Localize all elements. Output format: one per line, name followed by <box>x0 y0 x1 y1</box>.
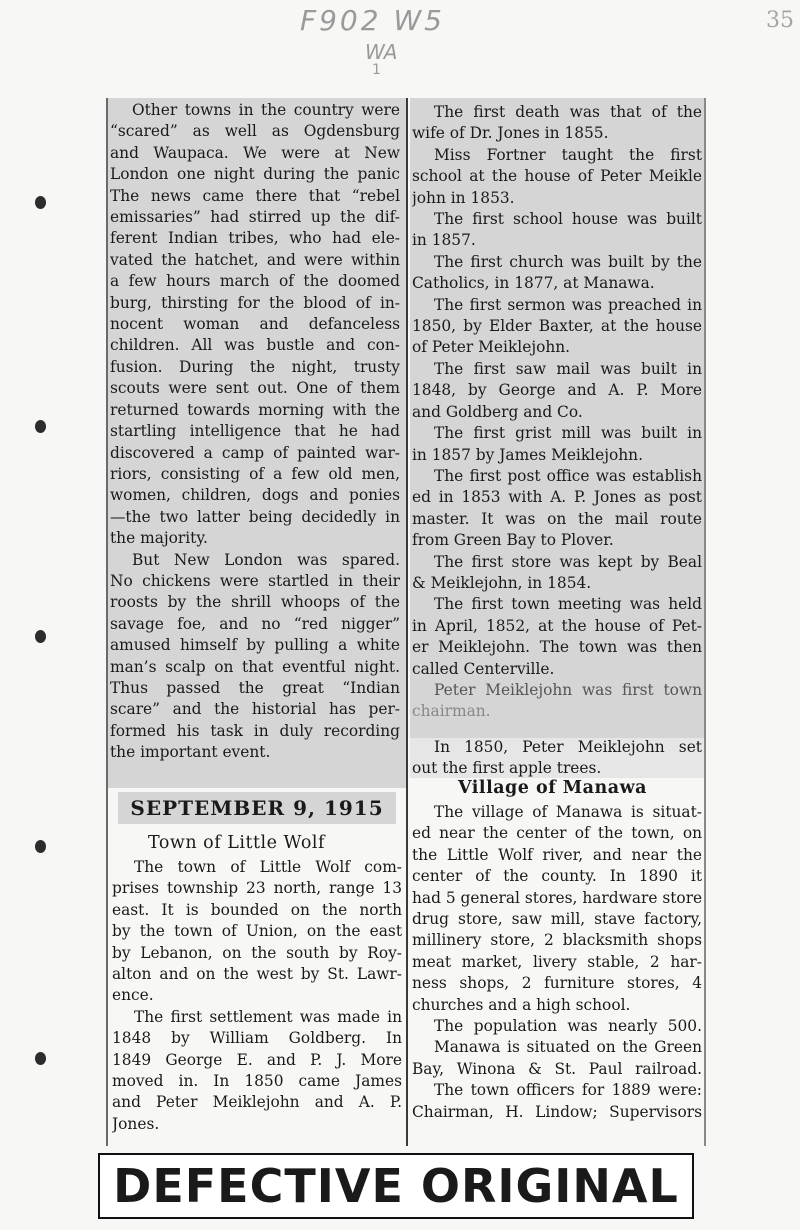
text-line: churches and a high school. <box>412 995 631 1014</box>
text-line: The news came there that “rebel <box>110 186 400 205</box>
punch-hole <box>35 196 46 209</box>
text-line: 1848, by George and A. P. More <box>412 381 702 400</box>
text-line: a few hours march of the doomed <box>110 272 400 291</box>
text-line: 1849 George E. and P. J. More <box>112 1050 402 1069</box>
manuscript-subcode: WA <box>365 40 398 64</box>
text-line: ed near the center of the town, on <box>412 824 702 843</box>
text-line: the majority. <box>110 529 208 548</box>
text-line: “scared” as well as Ogdensburg <box>110 122 400 141</box>
text-line: Thus passed the great “Indian <box>110 678 400 697</box>
text-line: children. All was bustle and con- <box>110 336 400 355</box>
text-line: moved in. In 1850 came James <box>112 1072 402 1091</box>
text-line: women, children, dogs and ponies <box>110 486 400 505</box>
text-line: and Goldberg and Co. <box>412 402 583 421</box>
text-line: ferent Indian tribes, who had ele- <box>110 229 400 248</box>
text-line: emissaries” had stirred up the dif- <box>110 208 400 227</box>
text-line: The first post office was establish <box>434 466 702 485</box>
text-line: by the town of Union, on the east <box>112 922 402 941</box>
text-line: er Meiklejohn. The town was then <box>412 638 702 657</box>
punch-hole <box>35 420 46 433</box>
text-line: No chickens were startled in their <box>110 571 400 590</box>
text-line: The first school house was built <box>434 210 702 229</box>
manuscript-code: F902 W5 <box>300 4 445 37</box>
manuscript-subcode-number: 1 <box>372 62 381 78</box>
text-line: drug store, saw mill, stave factory, <box>412 910 702 929</box>
text-line: man’s scalp on that eventful night. <box>110 657 400 676</box>
text-line: The first town meeting was held <box>434 595 702 614</box>
story-apple-trees <box>412 737 702 780</box>
column-rule-center <box>406 98 408 1146</box>
text-line: Miss Fortner taught the first <box>434 145 702 164</box>
text-line: alton and on the west by St. Lawr- <box>112 965 402 984</box>
text-line: riors, consisting of a few old men, <box>110 464 400 483</box>
punch-hole <box>35 840 46 853</box>
text-line: master. It was on the mail route <box>412 509 702 528</box>
text-line: in 1857 by James Meiklejohn. <box>412 445 643 464</box>
story-village-manawa <box>412 802 702 1123</box>
text-line: scare” and the historial has per- <box>110 700 400 719</box>
text-line: But New London was spared. <box>132 550 400 569</box>
text-line: Peter Meiklejohn was first town <box>434 680 702 699</box>
text-line: school at the house of Peter Meikle <box>412 167 702 186</box>
text-line: chairman. <box>412 702 491 721</box>
column-rule-left <box>106 98 108 1146</box>
text-line: had 5 general stores, hardware store <box>412 888 702 907</box>
text-line: 1850, by Elder Baxter, at the house <box>412 317 702 336</box>
text-line: Bay, Winona & St. Paul railroad. <box>412 1059 702 1078</box>
text-line: roosts by the shrill whoops of the <box>110 593 400 612</box>
text-line: The town officers for 1889 were: <box>434 1081 702 1100</box>
text-line: The first store was kept by Beal <box>434 552 702 571</box>
text-line: & Meiklejohn, in 1854. <box>412 573 592 592</box>
text-line: amused himself by pulling a white <box>110 636 400 655</box>
text-line: nocent woman and defanceless <box>110 315 400 334</box>
text-line: Chairman, H. Lindow; Supervisors <box>412 1102 702 1121</box>
text-line: discovered a camp of painted war- <box>110 443 400 462</box>
text-line: wife of Dr. Jones in 1855. <box>412 124 609 143</box>
text-line: The first settlement was made in <box>134 1007 402 1026</box>
story-town-firsts <box>412 102 702 723</box>
text-line: The first grist mill was built in <box>434 424 702 443</box>
text-line: The village of Manawa is situat- <box>434 803 702 821</box>
text-line: startling intelligence that he had <box>110 422 400 441</box>
text-line: —the two latter being decidedly in <box>110 507 400 526</box>
text-line: The first sermon was preached in <box>434 295 702 314</box>
text-line: meat market, livery stable, 2 har- <box>412 952 702 971</box>
text-line: Catholics, in 1877, at Manawa. <box>412 274 655 293</box>
story-indian-scare <box>110 100 400 764</box>
text-line: fusion. During the night, trusty <box>110 357 400 376</box>
text-line: In 1850, Peter Meiklejohn set <box>434 738 702 756</box>
text-line: called Centerville. <box>412 659 555 678</box>
defective-original-stamp: DEFECTIVE ORIGINAL <box>98 1153 694 1219</box>
text-line: formed his task in duly recording <box>110 721 400 740</box>
text-line: the important event. <box>110 743 271 762</box>
date-heading: SEPTEMBER 9, 1915 <box>118 792 396 824</box>
column-rule-right <box>704 98 706 1146</box>
text-line: ness shops, 2 furniture stores, 4 <box>412 974 702 993</box>
text-line: the Little Wolf river, and near the <box>412 845 702 864</box>
text-line: by Lebanon, on the south by Roy- <box>112 943 402 962</box>
text-line: savage foe, and no “red nigger” <box>110 614 400 633</box>
text-line: returned towards morning with the <box>110 400 400 419</box>
text-line: and Peter Meiklejohn and A. P. <box>112 1093 402 1112</box>
text-line: ence. <box>112 986 154 1005</box>
text-line: 1848 by William Goldberg. In <box>112 1029 402 1048</box>
text-line: London one night during the panic <box>110 165 400 184</box>
text-line: Jones. <box>112 1114 160 1133</box>
text-line: in 1857. <box>412 231 476 250</box>
punch-hole <box>35 630 46 643</box>
text-line: Manawa is situated on the Green <box>434 1038 702 1057</box>
text-line: east. It is bounded on the north <box>112 900 402 919</box>
text-line: out the first apple trees. <box>412 759 602 778</box>
text-line: The first saw mail was built in <box>434 359 702 378</box>
story-little-wolf <box>112 857 402 1135</box>
text-line: from Green Bay to Plover. <box>412 531 614 550</box>
text-line: vated the hatchet, and were within <box>110 250 400 269</box>
text-line: of Peter Meiklejohn. <box>412 338 571 357</box>
page-number: 35 <box>766 8 794 33</box>
text-line: burg, thirsting for the blood of in- <box>110 293 400 312</box>
text-line: The first church was built by the <box>434 252 702 271</box>
punch-hole <box>35 1052 46 1065</box>
text-line: The town of Little Wolf com- <box>134 858 402 876</box>
text-line: prises township 23 north, range 13 <box>112 879 402 898</box>
text-line: center of the county. In 1890 it <box>412 867 702 886</box>
text-line: in April, 1852, at the house of Pet- <box>412 616 702 635</box>
text-line: The first death was that of the <box>434 103 702 121</box>
text-line: john in 1853. <box>412 188 515 207</box>
text-line: millinery store, 2 blacksmith shops <box>412 931 702 950</box>
town-heading: Town of Little Wolf <box>148 833 325 853</box>
text-line: ed in 1853 with A. P. Jones as post <box>412 488 702 507</box>
text-line: and Waupaca. We were at New <box>110 143 400 162</box>
text-line: The population was nearly 500. <box>434 1017 702 1036</box>
village-heading: Village of Manawa <box>458 778 647 798</box>
text-line: scouts were sent out. One of them <box>110 379 400 398</box>
text-line: Other towns in the country were <box>132 101 400 119</box>
